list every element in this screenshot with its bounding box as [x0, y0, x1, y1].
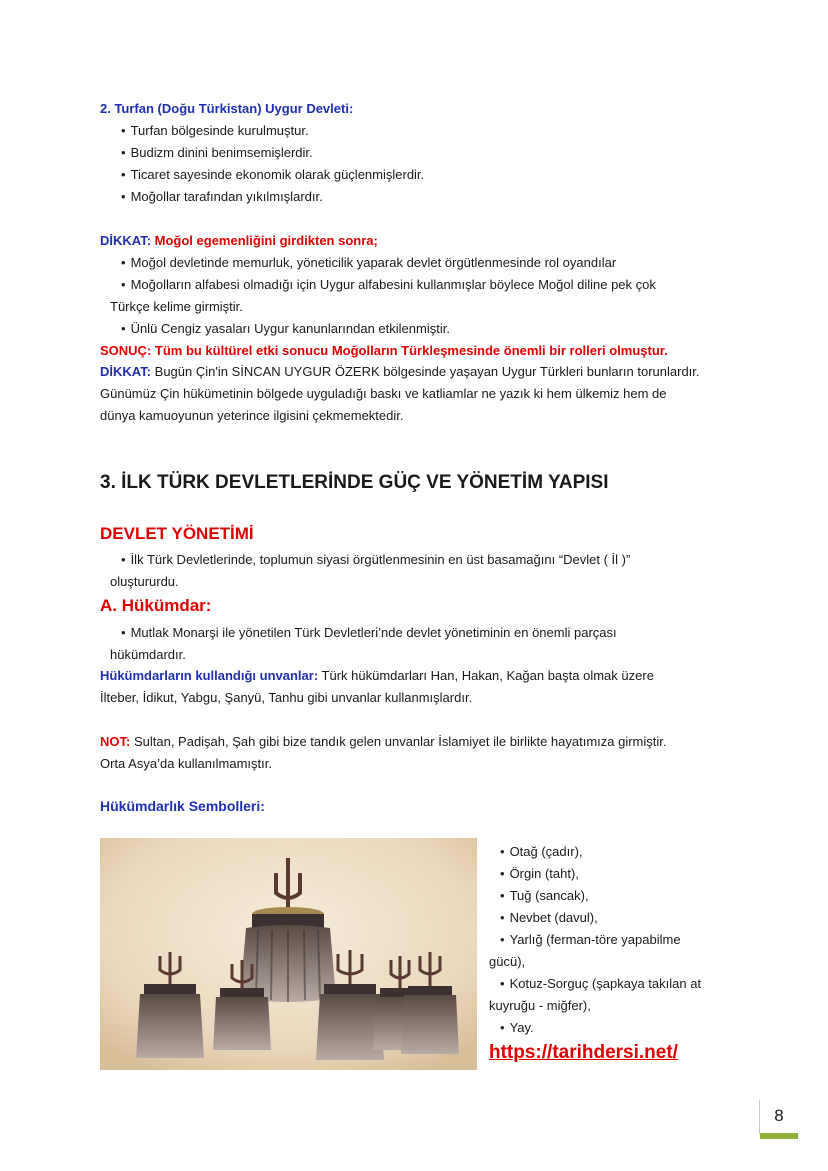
unvanlar-line-1: [100, 667, 654, 685]
sonuc-text: SONUÇ: Tüm bu kültürel etki sonucu Moğolların Türkleşmesinde önemli bir rolleri olmuştur.: [100, 343, 668, 358]
hukumdar-bullet-cont: hükümdardır.: [110, 647, 186, 662]
turfan-bullet-2: • Budizm dinini benimsemişlerdir.: [121, 144, 313, 162]
dikkat-bullet-3: • Ünlü Cengiz yasaları Uygur kanunlarından etkilenmiştir.: [121, 320, 450, 338]
not-text: Sultan, Padişah, Şah gibi bize tandık gelen unvanlar İslamiyet ile birlikte hayatımıza girmiştir.: [130, 734, 667, 749]
dikkat-sincan-line-1: [100, 363, 700, 381]
symbol-kotuz-cont: kuyruğu - miğfer),: [489, 998, 591, 1013]
page-number: 8: [774, 1106, 784, 1125]
website-link[interactable]: https://tarihdersi.net/: [489, 1042, 678, 1063]
not-line-1: [100, 733, 667, 751]
dikkat-bullet-1: • Moğol devletinde memurluk, yöneticilik yaparak devlet örgütlenmesinde rol oyandılar: [121, 254, 616, 272]
dikkat-sincan-line-3: dünya kamuoyunun yeterince ilgisini çekmemektedir.: [100, 408, 404, 423]
dikkat-bullet-2-cont: Türkçe kelime girmiştir.: [110, 299, 243, 314]
dikkat-sincan-line-2: Günümüz Çin hükümetinin bölgede uyguladığı baskı ve katliamlar ne yazık ki hem ülkemiz hem de: [100, 386, 667, 401]
dikkat-label: DİKKAT:: [100, 233, 152, 248]
page-number-bar: [760, 1133, 798, 1139]
symbol-nevbet: • Nevbet (davul),: [500, 909, 598, 927]
dikkat-bullet-2: • Moğolların alfabesi olmadığı için Uygur alfabesini kullanmışlar böylece Moğol diline pek çok: [121, 276, 656, 294]
not-line-2: Orta Asya’da kullanılmamıştır.: [100, 756, 272, 771]
dikkat-mogol-heading: [100, 232, 378, 250]
not-label: NOT:: [100, 734, 131, 749]
symbol-tug: • Tuğ (sancak),: [500, 887, 589, 905]
devlet-bullet-cont: oluştururdu.: [110, 574, 179, 589]
turfan-bullet-1: • Turfan bölgesinde kurulmuştur.: [121, 122, 309, 140]
tug-banners-image: [100, 838, 477, 1070]
semboller-heading: Hükümdarlık Sembolleri:: [100, 798, 265, 814]
unvanlar-label: Hükümdarların kullandığı unvanlar:: [100, 668, 319, 683]
turfan-bullet-3: • Ticaret sayesinde ekonomik olarak güçlenmişlerdir.: [121, 166, 424, 184]
unvanlar-text: Türk hükümdarları Han, Hakan, Kağan başta olmak üzere: [318, 668, 654, 683]
turfan-heading: 2. Turfan (Doğu Türkistan) Uygur Devleti:: [100, 101, 354, 116]
dikkat-title: Moğol egemenliğini girdikten sonra;: [151, 233, 378, 248]
section-3-title: 3. İLK TÜRK DEVLETLERİNDE GÜÇ VE YÖNETİM YAPISI: [100, 472, 609, 493]
devlet-yonetimi-heading: DEVLET YÖNETİMİ: [100, 524, 254, 543]
symbol-orgin: • Örgin (taht),: [500, 865, 579, 883]
symbol-kotuz: • Kotuz-Sorguç (şapkaya takılan at: [500, 975, 701, 993]
symbol-otag: • Otağ (çadır),: [500, 843, 583, 861]
hukumdar-heading: A. Hükümdar:: [100, 596, 212, 615]
hukumdar-bullet: • Mutlak Monarşi ile yönetilen Türk Devletleri’nde devlet yönetiminin en önemli parçası: [121, 624, 617, 642]
dikkat2-text: Bugün Çin'in SİNCAN UYGUR ÖZERK bölgesinde yaşayan Uygur Türkleri bunların torunlardır.: [151, 364, 700, 379]
devlet-bullet: • İlk Türk Devletlerinde, toplumun siyasi örgütlenmesinin en üst basamağını “Devlet ( İl )”: [121, 551, 630, 569]
dikkat2-label: DİKKAT:: [100, 364, 152, 379]
symbol-yarlig: • Yarlığ (ferman-töre yapabilme: [500, 931, 681, 949]
symbol-yarlig-cont: gücü),: [489, 954, 526, 969]
symbol-yay: • Yay.: [500, 1019, 534, 1037]
turfan-bullet-4: • Moğollar tarafından yıkılmışlardır.: [121, 188, 323, 206]
unvanlar-line-2: İlteber, İdikut, Yabgu, Şanyü, Tanhu gibi unvanlar kullanmışlardır.: [100, 690, 473, 705]
